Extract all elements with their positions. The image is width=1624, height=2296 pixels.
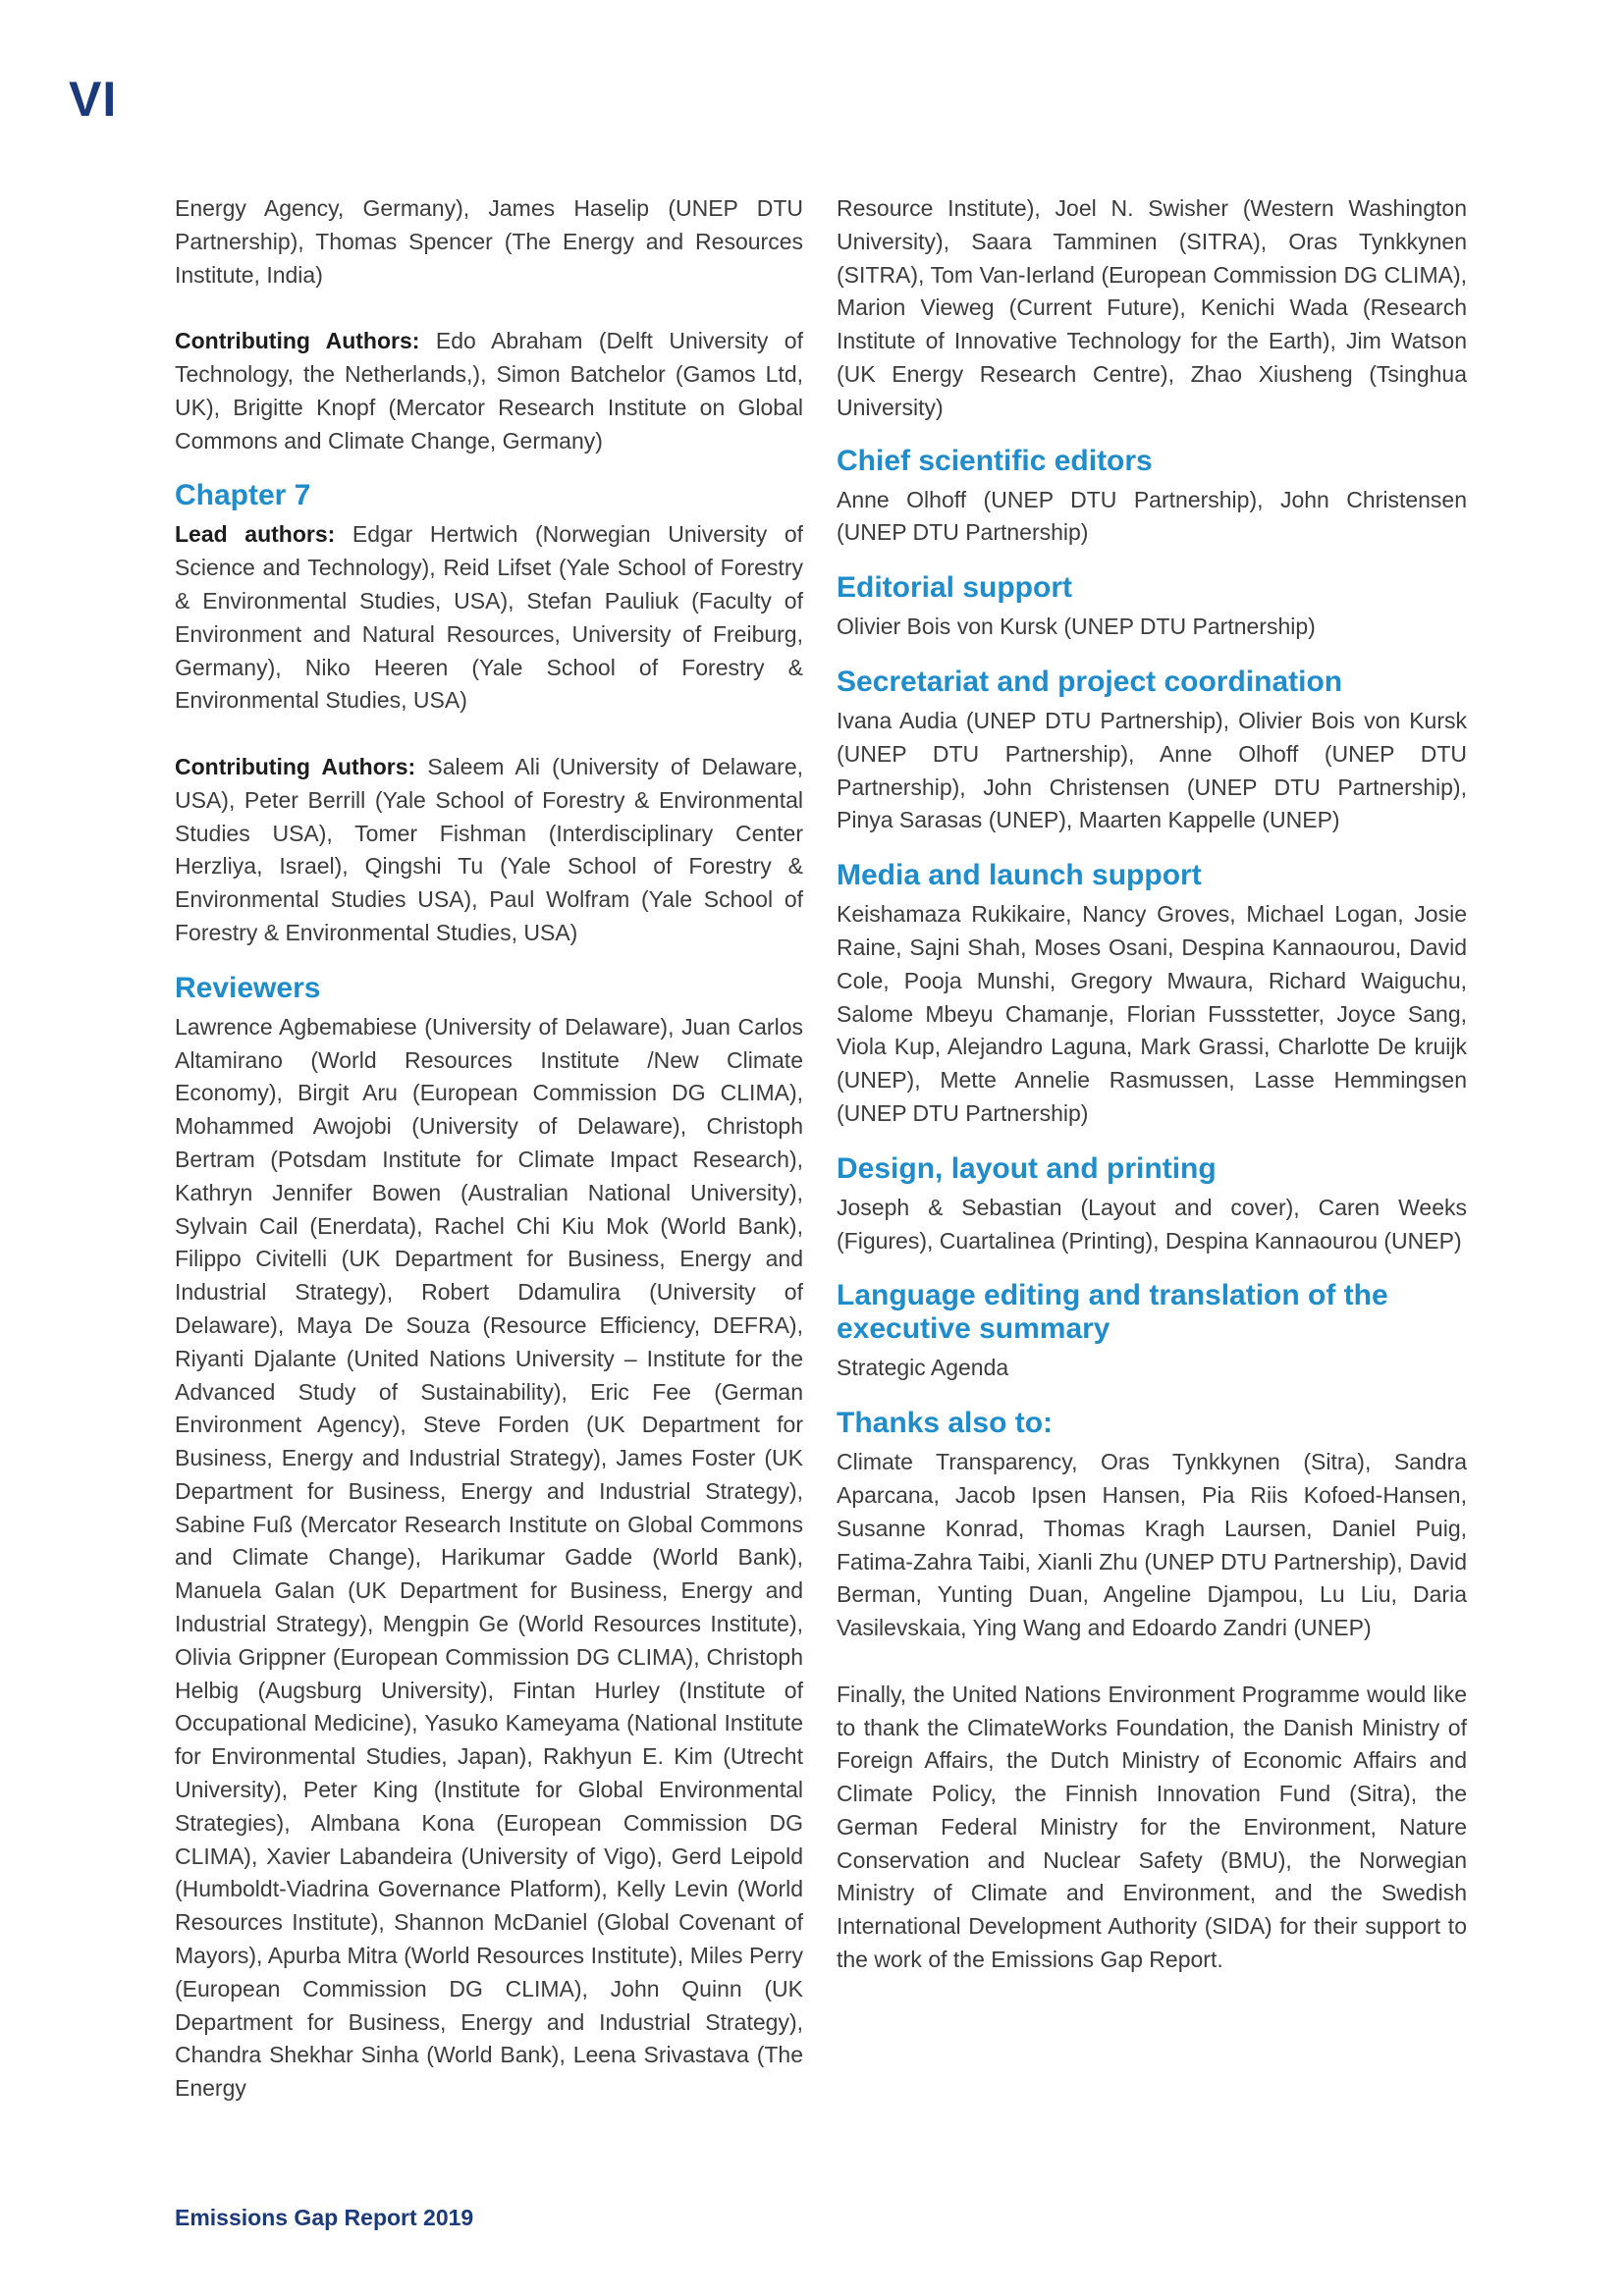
- chief-editors-text: Anne Olhoff (UNEP DTU Partnership), John Christensen (UNEP DTU Partnership): [837, 486, 1467, 546]
- language-editing-text: Strategic Agenda: [837, 1355, 1009, 1381]
- secretariat-text: Ivana Audia (UNEP DTU Partnership), Olivier Bois von Kursk (UNEP DTU Partnership), Anne Olhoff (UNEP DTU Partnership), John Christensen (UNEP DTU Partnership), Pinya Sarasas (UNEP), Maarten Kappelle (UNEP): [837, 707, 1467, 833]
- lead-authors-label: Lead authors:: [175, 521, 336, 548]
- media-support-heading: Media and launch support: [837, 859, 1202, 892]
- page-number: VI: [69, 72, 118, 127]
- chief-editors-heading: Chief scientific editors: [837, 444, 1153, 477]
- thanks-text: Climate Transparency, Oras Tynkkynen (Sitra), Sandra Aparcana, Jacob Ipsen Hansen, Pia Riis Kofoed-Hansen, Susanne Konrad, Thomas Kragh Laursen, Daniel Puig, Fatima-Zahra Taibi, Xianli Zhu (UNEP DTU Partnership), David Berman, Yunting Duan, Angeline Djampou, Lu Liu, Daria Vasilevskaia, Ying Wang and Edoardo Zandri (UNEP): [837, 1449, 1467, 1641]
- lead-authors-text: Edgar Hertwich (Norwegian University of Science and Technology), Reid Lifset (Yale School of Forestry & Environmental Studies, USA), Stefan Pauliuk (Faculty of Environment and Natural Resources, University of Freiburg, Germany), Niko Heeren (Yale School of Forestry & Environmental Studies, USA): [175, 521, 803, 714]
- design-heading: Design, layout and printing: [837, 1151, 1217, 1185]
- chapter6-authors-continued: Energy Agency, Germany), James Haselip (UNEP DTU Partnership), Thomas Spencer (The Energy and Resources Institute, India): [175, 195, 803, 288]
- reviewers-heading: Reviewers: [175, 971, 321, 1004]
- chapter7-contributing-text: Saleem Ali (University of Delaware, USA), Peter Berrill (Yale School of Forestry & Environmental Studies USA), Tomer Fishman (Interdisciplinary Center Herzliya, Israel), Qingshi Tu (Yale School of Forestry & Environmental Studies USA), Paul Wolfram (Yale School of Forestry & Environmental Studies, USA): [175, 753, 804, 945]
- contributing-authors-label: Contributing Authors:: [175, 328, 420, 354]
- lead-authors-paragraph: [175, 518, 803, 718]
- thanks-heading: Thanks also to:: [837, 1407, 1054, 1440]
- reviewers-list: Lawrence Agbemabiese (University of Delaware), Juan Carlos Altamirano (World Resources Institute /New Climate Economy), Birgit Aru (European Commission DG CLIMA), Mohammed Awojobi (University of Delaware), Christoph Bertram (Potsdam Institute for Climate Impact Research), Kathryn Jennifer Bowen (Australian National University), Sylvain Cail (Enerdata), Rachel Chi Kiu Mok (World Bank), Filippo Civitelli (UK Department for Business, Energy and Industrial Strategy), Robert Ddamulira (University of Delaware), Maya De Souza (Resource Efficiency, DEFRA), Riyanti Djalante (United Nations University – Institute for the Advanced Study of Sustainability), Eric Fee (German Environment Agency), Steve Forden (UK Department for Business, Energy and Industrial Strategy), James Foster (UK Department for Business, Energy and Industrial Strategy), Sabine Fuß (Mercator Research Institute on Global Commons and Climate Change), Harikumar Gadde (World Bank), Manuela Galan (UK Department for Business, Energy and Industrial Strategy), Mengpin Ge (World Resources Institute), Olivia Grippner (European Commission DG CLIMA), Christoph Helbig (Augsburg University), Fintan Hurley (Institute of Occupational Medicine), Yasuko Kameyama (National Institute for Environmental Studies, Japan), Rakhyun E. Kim (Utrecht University), Peter King (Institute for Global Environmental Strategies), Almbana Kona (European Commission DG CLIMA), Xavier Labandeira (University of Vigo), Gerd Leipold (Humboldt-Viadrina Governance Platform), Kelly Levin (World Resources Institute), Shannon McDaniel (Global Covenant of Mayors), Apurba Mitra (World Resources Institute), Miles Perry (European Commission DG CLIMA), John Quinn (UK Department for Business, Energy and Industrial Strategy), Chandra Shekhar Sinha (World Bank), Leena Srivastava (The Energy: [175, 1013, 803, 2102]
- media-support-text: Keishamaza Rukikaire, Nancy Groves, Michael Logan, Josie Raine, Sajni Shah, Moses Osani, Despina Kannaourou, David Cole, Pooja Munshi, Gregory Mwaura, Richard Waiguchu, Salome Mbeyu Chamanje, Florian Fussstetter, Joyce Sang, Viola Kup, Alejandro Laguna, Mark Grassi, Charlotte De kruijk (UNEP), Mette Annelie Rasmussen, Lasse Hemmingsen (UNEP DTU Partnership): [837, 901, 1467, 1126]
- reviewers-list-continued: Resource Institute), Joel N. Swisher (Western Washington University), Saara Tamminen (SITRA), Oras Tynkkynen (SITRA), Tom Van-Ierland (European Commission DG CLIMA), Marion Vieweg (Current Future), Kenichi Wada (Research Institute of Innovative Technology for the Earth), Jim Watson (UK Energy Research Centre), Zhao Xiusheng (Tsinghua University): [837, 195, 1467, 420]
- chapter7-contributing-label: Contributing Authors:: [175, 753, 416, 779]
- chapter7-heading: Chapter 7: [175, 479, 311, 512]
- contributing-authors-paragraph: [175, 325, 803, 457]
- language-editing-heading: Language editing and translation of the executive summary: [837, 1279, 1388, 1346]
- report-footer: Emissions Gap Report 2019: [175, 2205, 474, 2230]
- design-text: Joseph & Sebastian (Layout and cover), Caren Weeks (Figures), Cuartalinea (Printing), Despina Kannaourou (UNEP): [837, 1194, 1467, 1254]
- left-column: [175, 192, 803, 2106]
- editorial-support-text: Olivier Bois von Kursk (UNEP DTU Partnership): [837, 614, 1316, 640]
- chapter7-contributing-paragraph: [175, 751, 803, 950]
- editorial-support-heading: Editorial support: [837, 571, 1072, 605]
- final-acknowledgement: Finally, the United Nations Environment Programme would like to thank the ClimateWorks Foundation, the Danish Ministry of Foreign Affairs, the Dutch Ministry of Economic Affairs and Climate Policy, the Finnish Innovation Fund (Sitra), the German Federal Ministry for the Environment, Nature Conservation and Nuclear Safety (BMU), the Norwegian Ministry of Climate and Environment, and the Swedish International Development Authority (SIDA) for their support to the work of the Emissions Gap Report.: [837, 1681, 1467, 1973]
- contributing-authors-text: Edo Abraham (Delft University of Technology, the Netherlands,), Simon Batchelor (Gamos Ltd, UK), Brigitte Knopf (Mercator Research Institute on Global Commons and Climate Change, Germany): [175, 328, 803, 454]
- secretariat-heading: Secretariat and project coordination: [837, 665, 1343, 698]
- right-column: [837, 192, 1467, 1977]
